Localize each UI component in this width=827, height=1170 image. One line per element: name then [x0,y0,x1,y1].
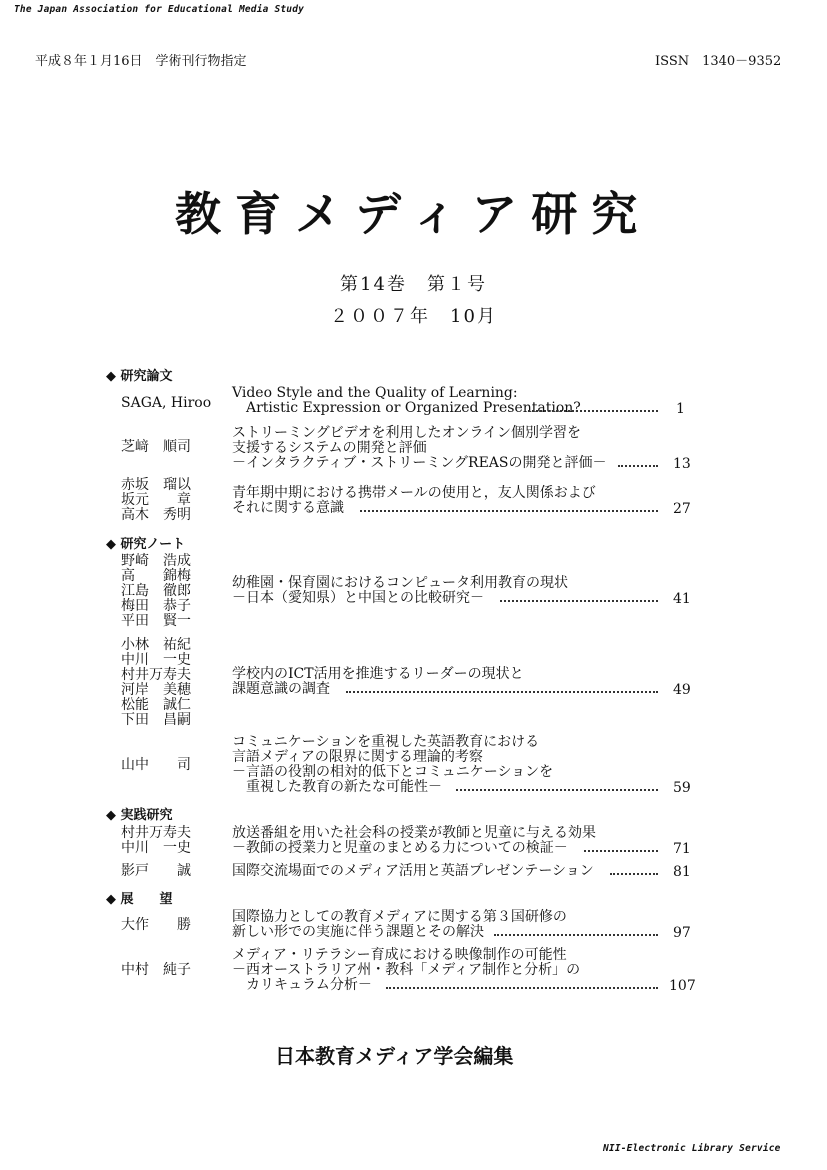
article-author: 平田 賢一 [121,613,191,629]
article-author: 野崎 浩成 [121,553,191,569]
journal-title: 教育メディア研究 [175,187,652,241]
article-title-line: 国際協力としての教育メディアに関する第３国研修の [232,909,567,925]
section-practical-research: ◆ 実践研究 [106,808,173,823]
page-number: 71 [673,841,691,857]
page-number: 13 [673,456,691,472]
article-title-line: 課題意識の調査 [232,681,330,697]
article-title-line: メディア・リテラシー育成における映像制作の可能性 [232,947,567,963]
article-author: 村井万寿夫 [121,825,191,841]
article-author: 村井万寿夫 [121,667,191,683]
article-title-line: 国際交流場面でのメディア活用と英語プレゼンテーション [232,863,594,879]
library-service-label: NII-Electronic Library Service [603,1143,781,1154]
article-author: 江島 徹郎 [121,583,191,599]
article-author: 松能 誠仁 [121,697,191,713]
page-number: 81 [673,864,691,880]
page-number: 107 [669,978,696,994]
article-author: 下田 昌嗣 [121,712,191,728]
volume-number: 第14巻 第１号 [340,274,487,295]
article-title-line: 学校内のICT活用を推進するリーダーの現状と [232,666,524,682]
article-author: 山中 司 [121,757,191,773]
article-title-line: 新しい形での実施に伴う課題とその解決 [232,924,484,940]
article-title-line: －日本（愛知県）と中国との比較研究－ [232,590,484,606]
article-author: 大作 勝 [121,917,191,933]
section-research-papers: ◆ 研究論文 [106,369,173,384]
leader-dots [456,789,658,791]
article-title-line: 重視した教育の新たな可能性－ [246,779,442,795]
article-title-line: 言語メディアの限界に関する理論的考察 [232,749,483,765]
article-author: 小林 祐紀 [121,637,191,653]
article-title-line: 青年期中期における携帯メールの使用と，友人関係および [232,485,596,501]
article-author: 中川 一史 [121,840,191,856]
leader-dots [346,691,658,693]
leader-dots [386,987,658,989]
leader-dots [494,934,658,936]
article-title-line: －インタラクティブ・ストリーミングREASの開発と評価－ [232,455,607,471]
article-title-line: 幼稚園・保育園におけるコンピュータ利用教育の現状 [232,575,568,591]
issue-date: ２００７年 10月 [330,306,497,327]
article-title-line: Artistic Expression or Organized Presentation? [246,400,581,416]
article-author: 影戸 誠 [121,863,191,879]
article-author: 梅田 恭子 [121,598,191,614]
editor-credit: 日本教育メディア学会編集 [275,1044,514,1068]
article-author: 河岸 美穂 [121,682,191,698]
issn: ISSN 1340－9352 [655,54,782,69]
page-number: 27 [673,501,691,517]
leader-dots [528,410,658,412]
article-author: 坂元 章 [121,492,191,508]
article-title-line: コミュニケーションを重視した英語教育における [232,734,540,750]
article-title-line: －言語の役割の相対的低下とコミュニケーションを [232,764,554,780]
top-organization-label: The Japan Association for Educational Media Study [14,4,305,15]
article-title-line: 放送番組を用いた社会科の授業が教師と児童に与える効果 [232,825,596,841]
article-author: 中川 一史 [121,652,191,668]
page-number: 49 [673,682,691,698]
designation-note: 平成８年１月16日 学術刊行物指定 [35,54,247,69]
page-number: 59 [673,780,691,796]
page-number: 41 [673,591,691,607]
article-title-line: －西オーストラリア州・教科「メディア制作と分析」の [232,962,581,978]
article-author: 高木 秀明 [121,507,191,523]
article-title-line: カリキュラム分析－ [246,977,372,993]
page-number: 97 [673,925,691,941]
article-title-line: －教師の授業力と児童のまとめる力についての検証－ [232,840,568,856]
article-title-line: ストリーミングビデオを利用したオンライン個別学習を [232,425,582,441]
leader-dots [618,465,658,467]
article-author: 赤坂 瑠以 [121,477,191,493]
article-author: 高 錦梅 [121,568,191,584]
leader-dots [584,850,658,852]
section-research-notes: ◆ 研究ノート [106,537,186,552]
article-author: 芝﨑 順司 [121,439,191,455]
article-author: SAGA, Hiroo [121,395,212,411]
leader-dots [610,873,658,875]
page-number: 1 [676,401,685,417]
article-title-line: 支援するシステムの開発と評価 [232,440,427,456]
leader-dots [500,600,658,602]
article-title-line: Video Style and the Quality of Learning: [232,385,518,401]
leader-dots [360,510,658,512]
section-perspective: ◆ 展 望 [106,892,173,907]
article-author: 中村 純子 [121,962,191,978]
article-title-line: それに関する意識 [232,500,344,516]
